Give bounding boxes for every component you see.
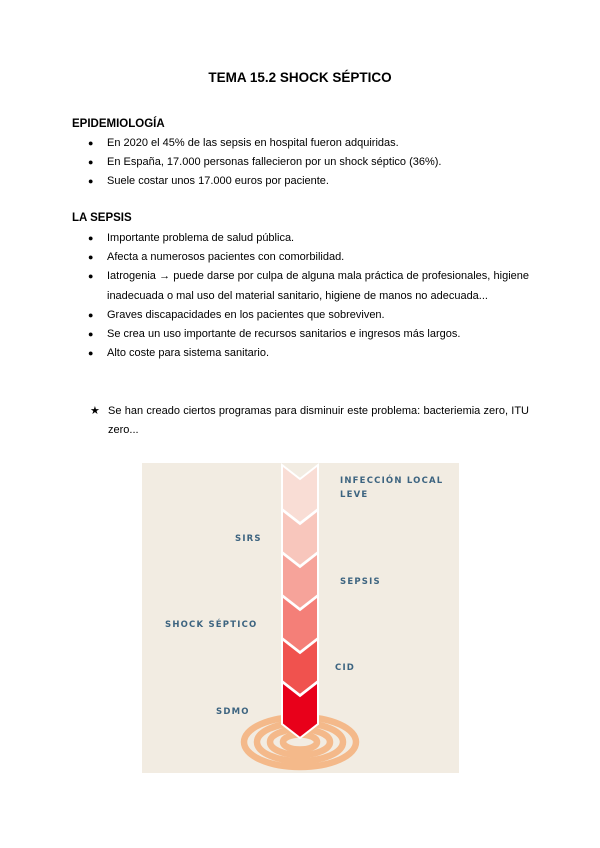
page-title: TEMA 15.2 SHOCK SÉPTICO <box>208 70 392 85</box>
list-item: ● En España, 17.000 personas fallecieron por un shock séptico (36%). <box>88 156 442 169</box>
note-text: Se han creado ciertos programas para disminuir este problema: bacteriemia zero, ITU zero... <box>108 405 529 437</box>
list-item: ● Alto coste para sistema sanitario. <box>88 347 270 360</box>
label-shock-septico: SHOCK SÉPTICO <box>165 620 258 630</box>
epidemiologia-list <box>72 134 529 192</box>
list-item: ● Graves discapacidades en los pacientes que sobreviven. <box>88 308 385 321</box>
label-sdmo: SDMO <box>216 707 250 717</box>
label-sepsis: SEPSIS <box>340 577 381 587</box>
sepsis-progression-figure <box>142 463 459 773</box>
label-cid: CID <box>335 663 356 673</box>
label-leve: LEVE <box>340 490 369 500</box>
heading-epidemiologia: EPIDEMIOLOGÍA <box>72 118 165 130</box>
sepsis-list <box>72 229 529 363</box>
list-item: ● Iatrogenia → puede darse por culpa de alguna mala práctica de profesionales, higiene inadecuada o mal uso del material sanitario, higiene de manos no adecuada... <box>88 270 529 302</box>
label-infeccion-local: INFECCIÓN LOCAL <box>340 476 444 486</box>
list-item: ● Afecta a numerosos pacientes con comorbilidad. <box>88 251 345 264</box>
progression-arrow <box>282 465 318 738</box>
label-sirs: SIRS <box>235 534 262 544</box>
list-item: ● Suele costar unos 17.000 euros por paciente. <box>88 175 329 188</box>
note <box>90 402 529 440</box>
list-item: ● Importante problema de salud pública. <box>88 232 295 244</box>
star-icon: ★ <box>90 405 100 417</box>
list-item: ● Se crea un uso importante de recursos sanitarios e ingresos más largos. <box>88 328 461 341</box>
heading-sepsis: LA SEPSIS <box>72 212 132 224</box>
list-item: ● En 2020 el 45% de las sepsis en hospital fueron adquiridas. <box>88 137 399 149</box>
